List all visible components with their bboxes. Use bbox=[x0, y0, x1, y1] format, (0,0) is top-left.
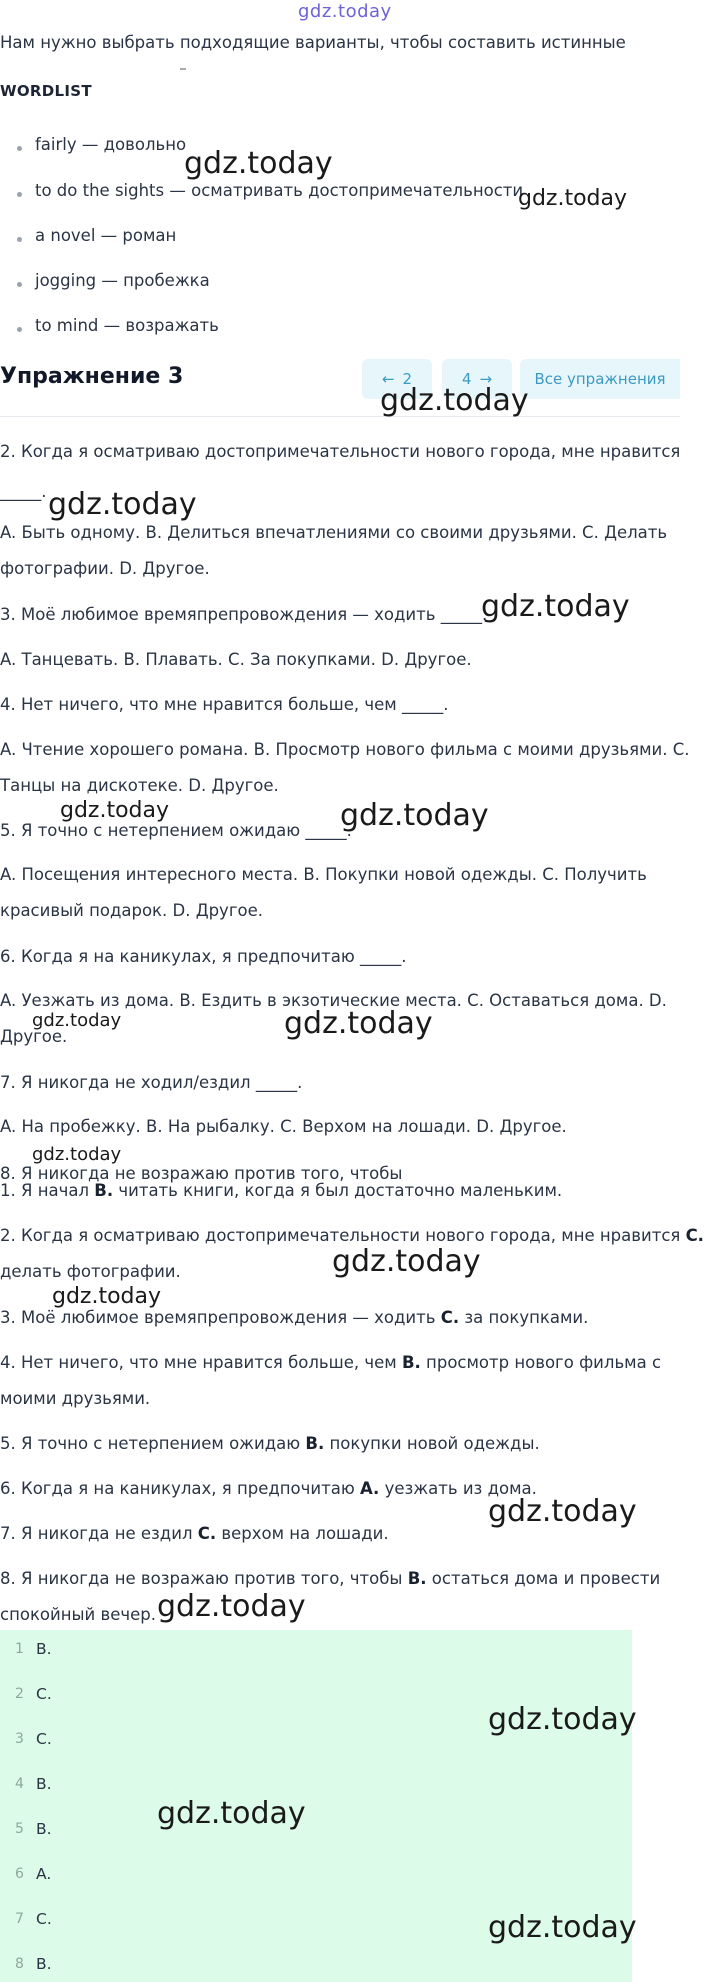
question-6: 6. Когда я на каникулах, я предпочитаю _____. bbox=[0, 947, 407, 966]
exercise-title: Упражнение 3 bbox=[0, 364, 184, 389]
bullet-icon bbox=[17, 327, 22, 332]
prev-exercise-label: 2 bbox=[402, 370, 413, 388]
watermark: gdz.today bbox=[340, 798, 489, 833]
watermark: gdz.today bbox=[380, 383, 529, 418]
solution-answer: C. bbox=[197, 1524, 217, 1543]
arrow-right-icon: → bbox=[479, 370, 493, 388]
answer-number: 3 bbox=[15, 1731, 24, 1747]
options-4-cont: Танцы на дискотеке. D. Другое. bbox=[0, 776, 279, 795]
solution-answer: B. bbox=[407, 1569, 427, 1588]
bullet-icon bbox=[17, 237, 22, 242]
solution-4-cont: моими друзьями. bbox=[0, 1389, 151, 1408]
options-2-cont: фотографии. D. Другое. bbox=[0, 559, 210, 578]
question-2-blank: _____. bbox=[0, 482, 47, 501]
watermark: gdz.today bbox=[488, 1910, 637, 1945]
wordlist-item: to mind — возражать bbox=[35, 316, 219, 335]
solution-text: читать книги, когда я был достаточно маленьким. bbox=[113, 1181, 563, 1200]
solution-text: 2. Когда я осматриваю достопримечательности нового города, мне нравится bbox=[0, 1226, 686, 1245]
question-3: 3. Моё любимое времяпрепровождения — ходить _____. bbox=[0, 605, 488, 624]
all-exercises-label: Все упражнения bbox=[534, 370, 666, 388]
answer-value: C. bbox=[36, 1730, 52, 1748]
bullet-icon bbox=[17, 146, 22, 151]
watermark: gdz.today bbox=[157, 1589, 306, 1624]
wordlist-item: jogging — пробежка bbox=[35, 271, 210, 290]
watermark: gdz.today bbox=[48, 487, 197, 522]
watermark: gdz.today bbox=[32, 1144, 122, 1165]
answer-value: B. bbox=[36, 1820, 52, 1838]
solution-text: верхом на лошади. bbox=[216, 1524, 389, 1543]
solution-text: просмотр нового фильма с bbox=[420, 1353, 662, 1372]
solution-text: 4. Нет ничего, что мне нравится больше, чем bbox=[0, 1353, 402, 1372]
answer-number: 5 bbox=[15, 1821, 24, 1837]
answer-number: 6 bbox=[15, 1866, 24, 1882]
watermark: gdz.today bbox=[488, 1702, 637, 1737]
solution-2-cont: делать фотографии. bbox=[0, 1262, 181, 1281]
solution-3 bbox=[0, 1307, 588, 1329]
solution-text: 5. Я точно с нетерпением ожидаю bbox=[0, 1434, 306, 1453]
solution-text: 1. Я начал bbox=[0, 1181, 95, 1200]
solution-text: 7. Я никогда не ездил bbox=[0, 1524, 198, 1543]
solution-text: за покупками. bbox=[459, 1308, 589, 1327]
watermark: gdz.today bbox=[488, 1494, 637, 1529]
options-6: A. Уезжать из дома. B. Ездить в экзотические места. C. Оставаться дома. D. bbox=[0, 991, 667, 1010]
solution-text: уезжать из дома. bbox=[379, 1479, 537, 1498]
answer-value: A. bbox=[36, 1865, 52, 1883]
question-7: 7. Я никогда не ходил/ездил _____. bbox=[0, 1073, 303, 1092]
solution-8-cont: спокойный вечер. bbox=[0, 1605, 157, 1624]
wordlist-item: to do the sights — осматривать достопримечательности bbox=[35, 181, 524, 200]
options-4: A. Чтение хорошего романа. B. Просмотр нового фильма с моими друзьями. C. bbox=[0, 740, 690, 759]
bullet-icon bbox=[17, 282, 22, 287]
watermark: gdz.today bbox=[332, 1244, 481, 1279]
all-exercises-button[interactable] bbox=[520, 359, 680, 399]
solution-text: 6. Когда я на каникулах, я предпочитаю bbox=[0, 1479, 360, 1498]
watermark: gdz.today bbox=[60, 798, 170, 823]
question-5: 5. Я точно с нетерпением ожидаю _____. bbox=[0, 821, 352, 840]
solution-1 bbox=[0, 1180, 562, 1202]
answer-value: B. bbox=[36, 1640, 52, 1658]
options-5-cont: красивый подарок. D. Другое. bbox=[0, 901, 263, 920]
solution-4 bbox=[0, 1352, 661, 1374]
intro-text: Нам нужно выбрать подходящие варианты, чтобы составить истинные bbox=[0, 33, 626, 52]
options-2: A. Быть одному. B. Делиться впечатлениями со своими друзьями. C. Делать bbox=[0, 523, 668, 542]
answer-value: C. bbox=[36, 1685, 52, 1703]
solution-answer: B. bbox=[94, 1181, 114, 1200]
solution-answer: C. bbox=[685, 1226, 704, 1245]
solution-answer: B. bbox=[401, 1353, 421, 1372]
solution-text: остаться дома и провести bbox=[426, 1569, 661, 1588]
options-7: A. На пробежку. B. На рыбалку. C. Верхом на лошади. D. Другое. bbox=[0, 1117, 567, 1136]
options-5: A. Посещения интересного места. B. Покупки новой одежды. C. Получить bbox=[0, 865, 647, 884]
answer-value: B. bbox=[36, 1775, 52, 1793]
answer-number: 7 bbox=[15, 1911, 24, 1927]
question-8-text: 8. Я никогда не возражаю против того, чтобы bbox=[0, 1164, 403, 1183]
question-2: 2. Когда я осматриваю достопримечательности нового города, мне нравится bbox=[0, 442, 681, 461]
answer-value: C. bbox=[36, 1910, 52, 1928]
watermark: gdz.today bbox=[481, 589, 630, 624]
wordlist-item: a novel — роман bbox=[35, 226, 177, 245]
watermark: gdz.today bbox=[32, 1010, 122, 1031]
arrow-left-icon: ← bbox=[381, 370, 395, 388]
solution-6 bbox=[0, 1478, 537, 1500]
solution-text: 3. Моё любимое времяпрепровождения — ходить bbox=[0, 1308, 441, 1327]
answer-number: 1 bbox=[15, 1641, 24, 1657]
cut-mark bbox=[180, 68, 186, 70]
bullet-icon bbox=[17, 192, 22, 197]
watermark: gdz.today bbox=[52, 1284, 162, 1309]
solution-answer: A. bbox=[359, 1479, 380, 1498]
watermark: gdz.today bbox=[284, 1006, 433, 1041]
solution-answer: C. bbox=[440, 1308, 460, 1327]
watermark: gdz.today bbox=[184, 146, 333, 181]
wordlist-title: WORDLIST bbox=[0, 82, 92, 100]
next-exercise-label: 4 bbox=[461, 370, 472, 388]
watermark: gdz.today bbox=[157, 1796, 306, 1831]
solution-text: 8. Я никогда не возражаю против того, чтобы bbox=[0, 1569, 408, 1588]
options-6-cont: Другое. bbox=[0, 1027, 68, 1046]
solution-answer: B. bbox=[305, 1434, 325, 1453]
answer-number: 8 bbox=[15, 1956, 24, 1972]
solution-7 bbox=[0, 1523, 389, 1545]
solution-5 bbox=[0, 1433, 540, 1455]
options-3: A. Танцевать. B. Плавать. C. За покупками. D. Другое. bbox=[0, 650, 472, 669]
solution-8 bbox=[0, 1568, 660, 1590]
watermark: gdz.today bbox=[518, 186, 628, 211]
site-logo[interactable]: gdz.today bbox=[298, 1, 392, 22]
solution-text: покупки новой одежды. bbox=[324, 1434, 540, 1453]
answer-number: 4 bbox=[15, 1776, 24, 1792]
question-4: 4. Нет ничего, что мне нравится больше, чем _____. bbox=[0, 695, 449, 714]
wordlist-item: fairly — довольно bbox=[35, 135, 187, 154]
answer-value: B. bbox=[36, 1955, 52, 1973]
answer-number: 2 bbox=[15, 1686, 24, 1702]
divider bbox=[0, 416, 680, 417]
